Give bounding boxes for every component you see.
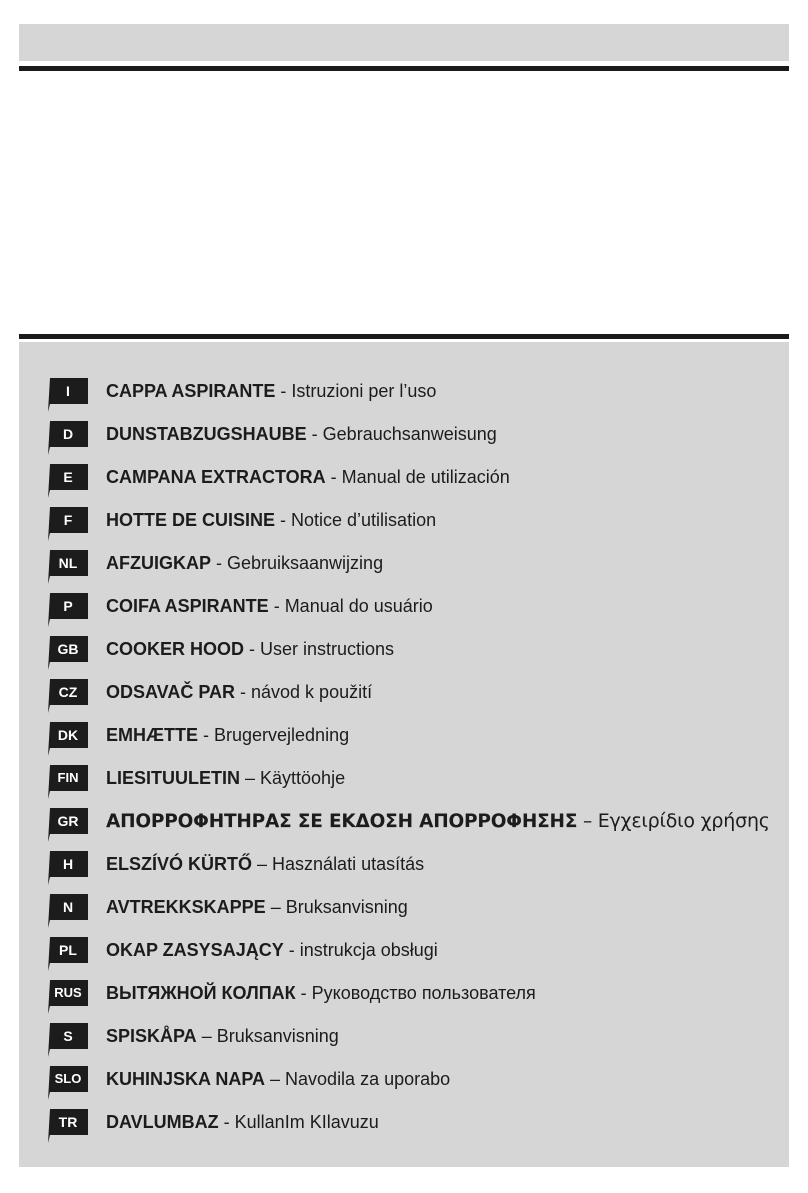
language-code-flag (48, 980, 92, 1014)
manual-subtitle: Manual de utilización (341, 467, 510, 487)
title-separator: - (211, 553, 227, 573)
manual-subtitle: Bruksanvisning (216, 1026, 339, 1046)
product-title: ΑΠΟΡΡΟΦΗΤΗΡΑΣ ΣΕ ΕΚΔΟΣΗ ΑΠΟΡΡΟΦΗΣΗΣ (106, 811, 578, 832)
manual-subtitle: návod k použití (251, 682, 373, 702)
language-list (48, 378, 789, 1152)
manual-subtitle: Εγχειρίδιο χρήσης (597, 810, 770, 832)
title-separator: - (244, 639, 261, 659)
language-entry-text (106, 378, 436, 404)
language-entry-text (106, 937, 438, 963)
language-row-slo (48, 1066, 789, 1109)
product-title: DUNSTABZUGSHAUBE (106, 424, 307, 444)
product-title: ODSAVAČ PAR (106, 682, 236, 702)
product-title: KUHINJSKA NAPA (106, 1069, 266, 1089)
language-code: E (63, 469, 73, 485)
product-title: ВЫТЯЖНОЙ КОЛПАК (106, 983, 296, 1003)
language-code: D (62, 426, 74, 442)
language-row-es (48, 464, 789, 507)
manual-subtitle: Gebruiksaanwijzing (227, 553, 384, 573)
language-code: I (66, 383, 70, 399)
title-separator: – (265, 897, 286, 917)
product-title: COIFA ASPIRANTE (106, 596, 269, 616)
manual-subtitle: User instructions (260, 639, 395, 659)
title-separator: – (196, 1026, 217, 1046)
language-code: GR (57, 813, 79, 829)
language-code: N (62, 899, 74, 915)
language-entry-text (106, 636, 394, 662)
title-separator: - (235, 682, 252, 702)
manual-subtitle: Руководство пользователя (311, 983, 536, 1003)
title-separator: - (198, 725, 214, 745)
language-code-flag (48, 464, 92, 498)
manual-subtitle: Brugervejledning (214, 725, 350, 745)
language-entry-text (106, 722, 349, 748)
language-code-flag (48, 679, 92, 713)
language-entry-text (106, 464, 510, 490)
product-title: HOTTE DE CUISINE (106, 510, 276, 530)
language-code-flag (48, 1066, 92, 1100)
manual-subtitle: Käyttöohje (260, 768, 346, 788)
language-entry-text (106, 980, 536, 1006)
title-separator: - (275, 510, 292, 530)
product-title: ELSZÍVÓ KÜRTŐ (106, 854, 253, 874)
title-separator: - (306, 424, 323, 444)
product-title: SPISKÅPA (106, 1026, 197, 1046)
language-entry-text (106, 421, 497, 447)
language-code-flag (48, 722, 92, 756)
title-separator: – (265, 1069, 286, 1089)
language-code: DK (57, 727, 79, 743)
language-row-dk (48, 722, 789, 765)
language-code: PL (59, 942, 77, 958)
language-code: SLO (54, 1071, 82, 1086)
language-index-panel (19, 342, 789, 1167)
language-code: NL (58, 555, 78, 571)
language-code-flag (48, 765, 92, 799)
language-code-flag (48, 937, 92, 971)
language-row-gb (48, 636, 789, 679)
manual-subtitle: Gebrauchsanweisung (322, 424, 497, 444)
manual-subtitle: KullanIm KIlavuzu (234, 1112, 379, 1132)
language-entry-text (106, 894, 408, 920)
language-code-flag (48, 894, 92, 928)
language-code-flag (48, 1023, 92, 1057)
title-separator: - (275, 381, 292, 401)
language-entry-text (106, 851, 424, 877)
language-code-flag (48, 636, 92, 670)
language-code-flag (48, 550, 92, 584)
manual-subtitle: instrukcja obsługi (299, 940, 438, 960)
title-separator: – (252, 854, 273, 874)
language-row-fr (48, 507, 789, 550)
language-row-de (48, 421, 789, 464)
language-code: TR (58, 1114, 78, 1130)
manual-subtitle: Istruzioni per l’uso (291, 381, 437, 401)
title-separator: – (577, 811, 598, 832)
language-entry-text (106, 1066, 450, 1092)
language-code: GB (57, 641, 79, 657)
title-separator: - (268, 596, 285, 616)
manual-subtitle: Bruksanvisning (285, 897, 408, 917)
product-title: CAPPA ASPIRANTE (106, 381, 276, 401)
language-row-pl (48, 937, 789, 980)
title-separator: - (283, 940, 300, 960)
language-code: RUS (54, 985, 82, 1000)
language-row-hu (48, 851, 789, 894)
language-row-no (48, 894, 789, 937)
language-row-fin (48, 765, 789, 808)
manual-subtitle: Notice d’utilisation (291, 510, 437, 530)
language-code-flag (48, 421, 92, 455)
language-row-cz (48, 679, 789, 722)
language-row-nl (48, 550, 789, 593)
language-code: CZ (58, 684, 78, 700)
language-entry-text (106, 1023, 339, 1049)
product-title: AVTREKKSKAPPE (106, 897, 266, 917)
language-row-it (48, 378, 789, 421)
language-code-flag (48, 507, 92, 541)
product-title: COOKER HOOD (106, 639, 245, 659)
language-code-flag (48, 1109, 92, 1143)
language-entry-text (106, 765, 345, 791)
product-title: OKAP ZASYSAJĄCY (106, 940, 284, 960)
product-title: AFZUIGKAP (106, 553, 211, 573)
language-code: H (62, 856, 74, 872)
manual-subtitle: Navodila za uporabo (285, 1069, 451, 1089)
title-separator: - (218, 1112, 235, 1132)
language-code: P (63, 598, 73, 614)
manual-subtitle: Manual do usuário (284, 596, 433, 616)
language-code: S (63, 1028, 73, 1044)
language-entry-text (106, 550, 383, 576)
language-code-flag (48, 593, 92, 627)
product-title: DAVLUMBAZ (106, 1112, 219, 1132)
language-row-ru (48, 980, 789, 1023)
middle-divider-rule (19, 334, 789, 339)
language-code-flag (48, 851, 92, 885)
product-title: LIESITUULETIN (106, 768, 240, 788)
language-row-se (48, 1023, 789, 1066)
language-entry-text (106, 808, 770, 835)
top-title-band (19, 24, 789, 61)
language-code-flag (48, 378, 92, 412)
language-entry-text (106, 679, 372, 705)
language-code-flag (48, 808, 92, 842)
title-separator: - (325, 467, 342, 487)
top-divider-rule (19, 66, 789, 71)
manual-subtitle: Használati utasítás (272, 854, 425, 874)
product-title: CAMPANA EXTRACTORA (106, 467, 326, 487)
language-entry-text (106, 593, 433, 619)
language-row-tr (48, 1109, 789, 1152)
title-separator: – (240, 768, 261, 788)
language-row-pt (48, 593, 789, 636)
language-row-gr (48, 808, 789, 851)
language-code: FIN (57, 770, 79, 785)
language-code: F (63, 512, 73, 528)
language-entry-text (106, 1109, 379, 1135)
title-separator: - (295, 983, 312, 1003)
product-title: EMHÆTTE (106, 725, 198, 745)
language-entry-text (106, 507, 436, 533)
